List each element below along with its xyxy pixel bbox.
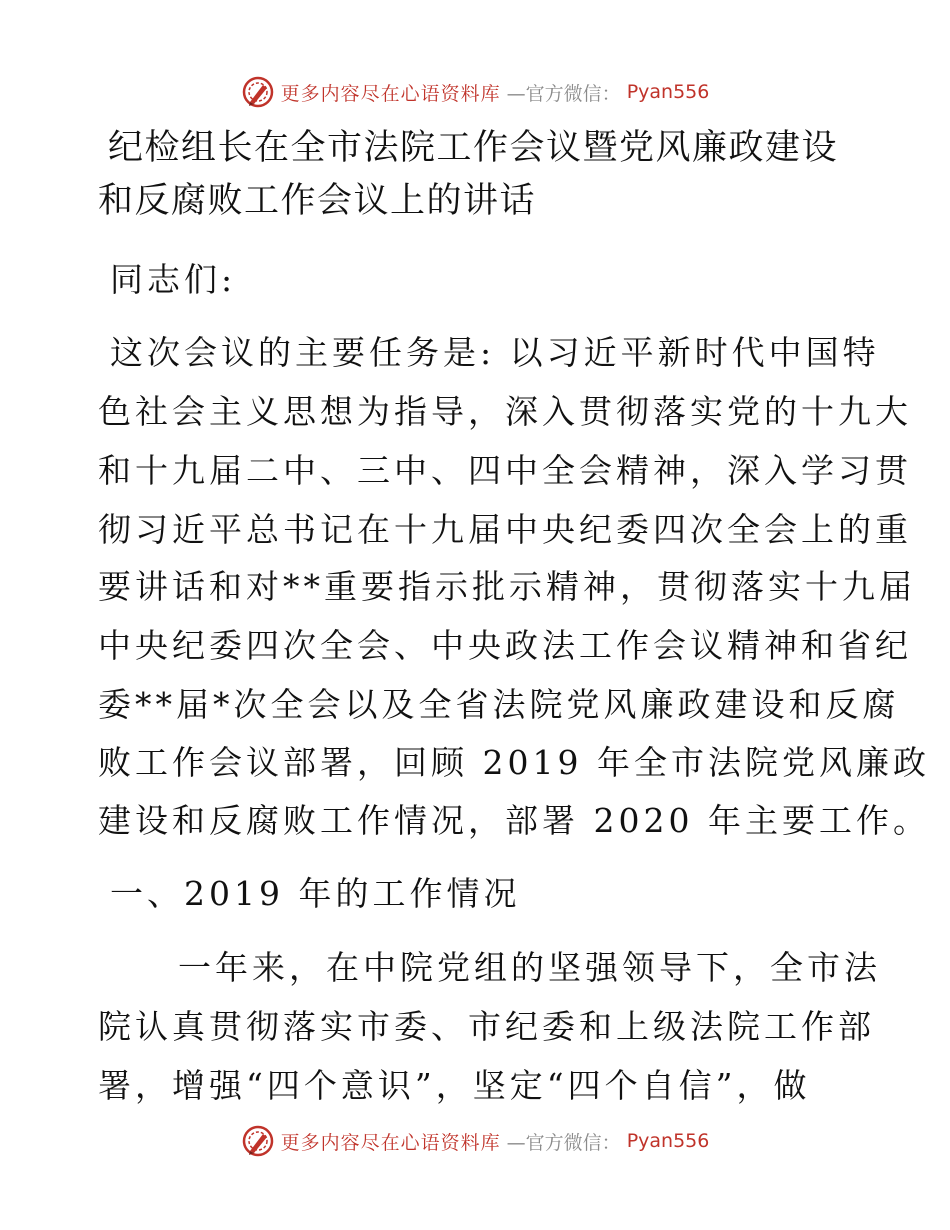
paragraph-line: 院认真贯彻落实市委、市纪委和上级法院工作部: [98, 1007, 875, 1046]
paragraph-line: 败工作会议部署，回顾 2019 年全市法院党风廉政: [98, 743, 930, 782]
pen-logo-icon: [241, 75, 275, 109]
paragraph-line: 一年来，在中院党组的坚强领导下，全市法: [178, 948, 881, 987]
watermark-separator: —官方微信：: [506, 1131, 621, 1154]
watermark-text: 更多内容尽在心语资料库: [280, 1131, 501, 1154]
paragraph-line: 署，增强“四个意识”，坚定“四个自信”，做: [98, 1066, 811, 1105]
paragraph-line: 要讲话和对**重要指示批示精神，贯彻落实十九届: [98, 567, 916, 606]
paragraph-line: 委**届*次全会以及全省法院党风廉政建设和反腐: [98, 685, 900, 724]
watermark-account: Pyan556: [626, 1130, 710, 1152]
paragraph-line: 彻习近平总书记在十九届中央纪委四次全会上的重: [98, 510, 912, 549]
watermark-text: 更多内容尽在心语资料库: [280, 82, 501, 105]
paragraph-line: 建设和反腐败工作情况，部署 2020 年主要工作。: [98, 801, 930, 840]
document-title: 纪检组长在全市法院工作会议暨党风廉政建设和反腐败工作会议上的讲话: [98, 128, 839, 221]
footer-watermark: [0, 1121, 950, 1161]
watermark-separator: —官方微信：: [506, 82, 621, 105]
header-watermark: [0, 72, 950, 112]
section-heading: 一、2019 年的工作情况: [110, 874, 521, 913]
paragraph-line: 和十九届二中、三中、四中全会精神，深入学习贯: [98, 451, 912, 490]
greeting: 同志们:: [110, 260, 237, 299]
paragraph-line: 这次会议的主要任务是: 以习近平新时代中国特: [110, 333, 880, 372]
paragraph-line: 中央纪委四次全会、中央政法工作会议精神和省纪: [98, 626, 912, 665]
watermark-account: Pyan556: [626, 81, 710, 103]
paragraph-line: 色社会主义思想为指导，深入贯彻落实党的十九大: [98, 392, 912, 431]
pen-logo-icon: [241, 1124, 275, 1158]
